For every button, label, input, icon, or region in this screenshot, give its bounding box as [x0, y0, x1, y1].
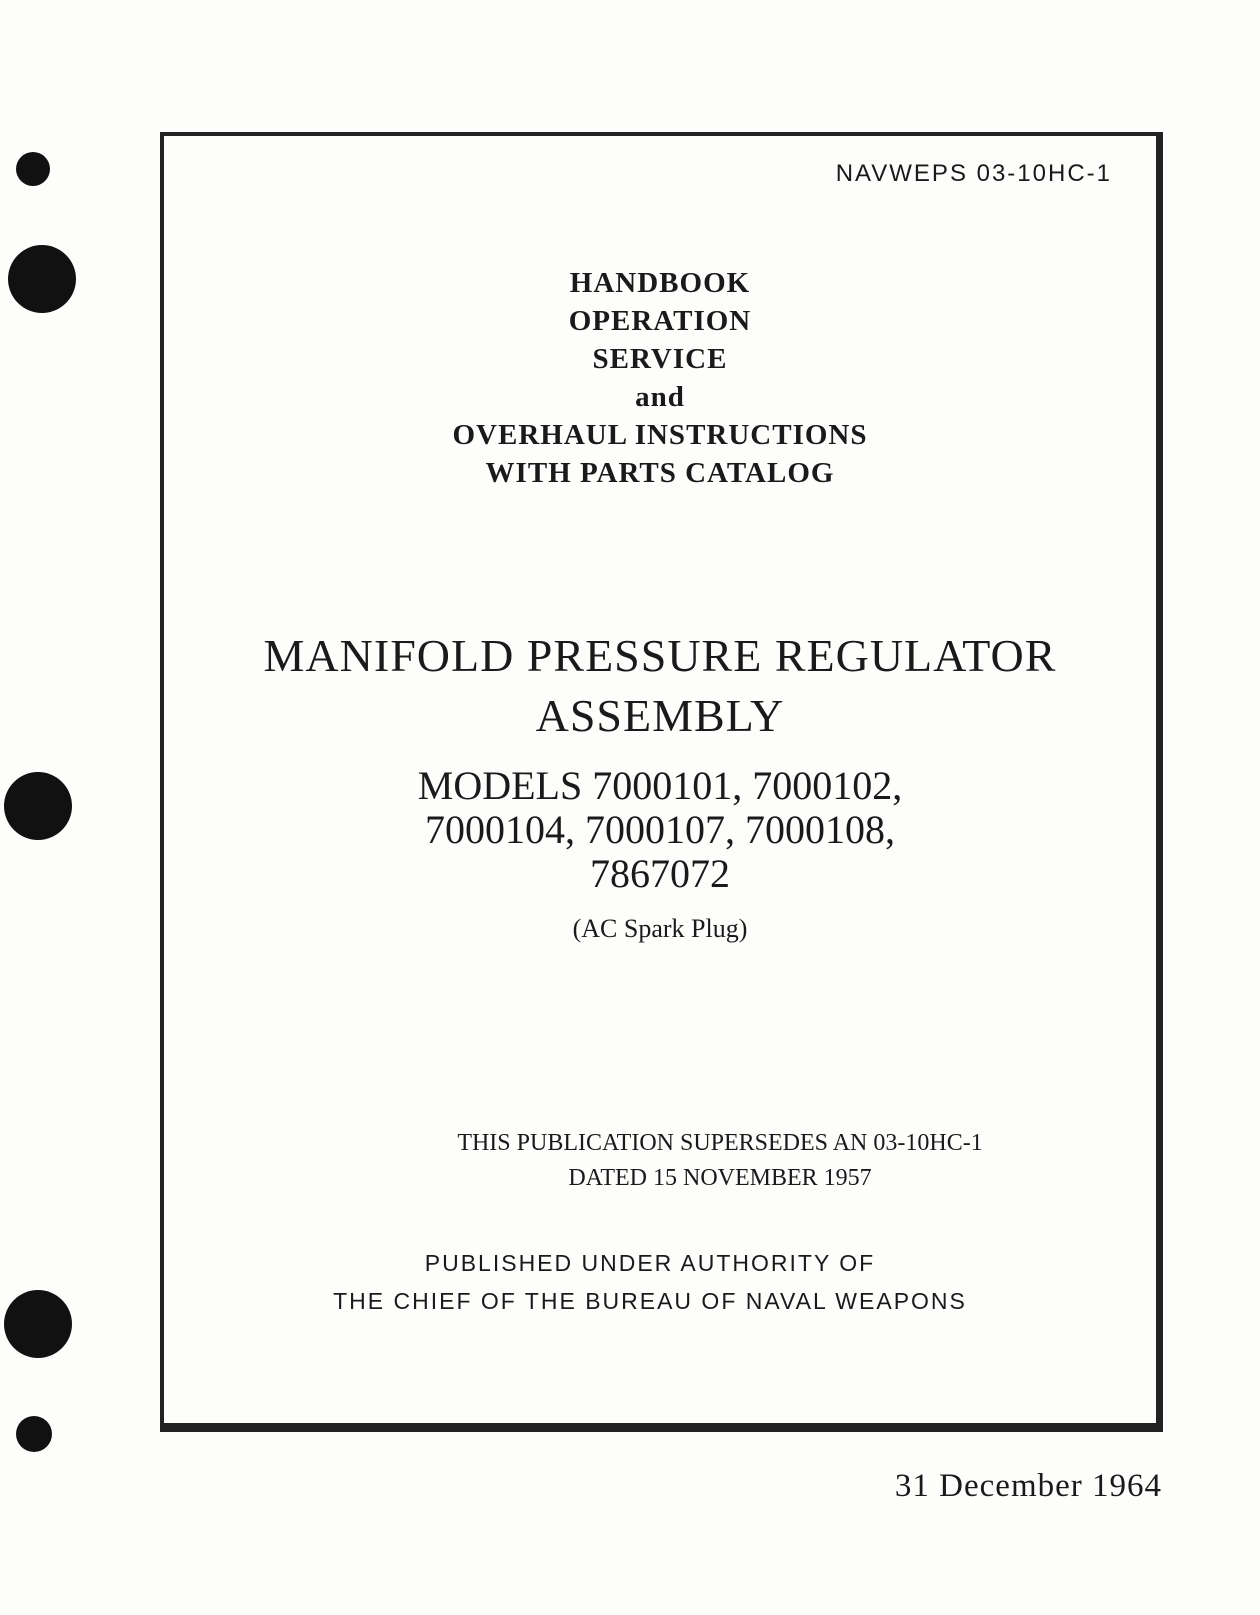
heading-line: SERVICE [592, 343, 728, 375]
supersedes-line: THIS PUBLICATION SUPERSEDES AN 03-10HC-1 [457, 1130, 983, 1156]
heading-line: and [635, 381, 685, 413]
models-line: 7000104, 7000107, 7000108, [425, 807, 895, 852]
publication-date: 31 December 1964 [894, 1468, 1162, 1504]
models-line: 7867072 [590, 851, 730, 896]
supersedes-notice [284, 1126, 1156, 1196]
authority-line: THE CHIEF OF THE BUREAU OF NAVAL WEAPONS [333, 1288, 967, 1314]
heading-line: WITH PARTS CATALOG [485, 457, 835, 489]
binder-hole [16, 152, 50, 186]
title-line: MANIFOLD PRESSURE REGULATOR [263, 630, 1057, 681]
title [164, 626, 1156, 746]
heading-line: OPERATION [568, 305, 752, 337]
binder-hole [16, 1416, 52, 1452]
manufacturer: (AC Spark Plug) [572, 914, 748, 943]
binder-hole [4, 1290, 72, 1358]
heading [164, 264, 1156, 492]
models-line: MODELS 7000101, 7000102, [417, 763, 903, 808]
binder-hole [8, 245, 76, 313]
cover-frame [160, 132, 1163, 1432]
document-number: NAVWEPS 03-10HC-1 [835, 160, 1112, 187]
models [164, 764, 1156, 896]
heading-line: HANDBOOK [569, 267, 751, 299]
title-line: ASSEMBLY [535, 690, 785, 741]
heading-line: OVERHAUL INSTRUCTIONS [452, 419, 868, 451]
authority-notice [144, 1244, 1156, 1320]
binder-hole [4, 772, 72, 840]
authority-line: PUBLISHED UNDER AUTHORITY OF [424, 1250, 876, 1276]
supersedes-line: DATED 15 NOVEMBER 1957 [568, 1165, 872, 1191]
